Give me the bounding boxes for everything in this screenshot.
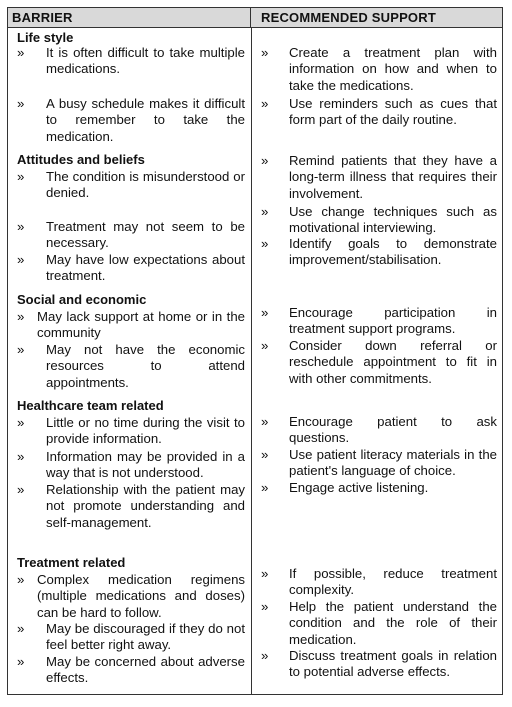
section-title: Treatment related	[17, 555, 126, 570]
support-item	[261, 414, 497, 447]
barrier-item	[17, 621, 245, 654]
section-title: Attitudes and beliefs	[17, 152, 145, 167]
bullet-marker: »	[261, 566, 269, 581]
barrier-item-text: A busy schedule makes it difficult to remember to take the medication.	[46, 96, 245, 144]
barrier-item	[17, 169, 245, 202]
bullet-marker: »	[261, 447, 269, 462]
barrier-item-text: Relationship with the patient may not promote understanding and self-management.	[46, 482, 245, 530]
support-item	[261, 96, 497, 129]
barrier-item-text: Little or no time during the visit to provide information.	[46, 415, 245, 447]
support-item-text: Encourage patient to ask questions.	[289, 414, 497, 446]
support-item-text: Use patient literacy materials in the patient's language of choice.	[289, 447, 497, 479]
barrier-item	[17, 572, 245, 621]
barrier-item-text: May lack support at home or in the community	[37, 309, 245, 341]
support-item-text: Encourage participation in treatment support programs.	[289, 305, 497, 337]
bullet-marker: »	[17, 342, 25, 357]
support-item-text: Identify goals to demonstrate improvement/stabilisation.	[289, 236, 497, 268]
bullet-marker: »	[17, 415, 25, 430]
barrier-item-text: May be discouraged if they do not feel better right away.	[46, 621, 245, 653]
bullet-marker: »	[261, 45, 269, 60]
barrier-item	[17, 654, 245, 687]
barrier-item	[17, 45, 245, 78]
barrier-item	[17, 342, 245, 391]
support-item-text: Engage active listening.	[289, 480, 429, 495]
support-item-text: Consider down referral or reschedule appointment to fit in with other commitments.	[289, 338, 497, 386]
bullet-marker: »	[17, 654, 25, 669]
barrier-item	[17, 219, 245, 252]
barrier-support-table	[7, 7, 503, 695]
barrier-header: BARRIER	[8, 8, 251, 28]
bullet-marker: »	[17, 252, 25, 267]
bullet-marker: »	[261, 96, 269, 111]
barrier-item-text: May have low expectations about treatment.	[46, 252, 245, 284]
bullet-marker: »	[261, 599, 269, 614]
recommended-support-header: RECOMMENDED SUPPORT	[251, 8, 502, 28]
bullet-marker: »	[17, 572, 25, 587]
support-item	[261, 566, 497, 599]
support-item-text: Help the patient understand the condition and the role of their medication.	[289, 599, 497, 647]
support-item	[261, 480, 497, 496]
bullet-marker: »	[17, 482, 25, 497]
support-item	[261, 305, 497, 338]
barrier-item-text: May not have the economic resources to attend appointments.	[46, 342, 245, 390]
bullet-marker: »	[261, 338, 269, 353]
support-item	[261, 648, 497, 681]
support-item-text: Discuss treatment goals in relation to potential adverse effects.	[289, 648, 497, 680]
bullet-marker: »	[261, 480, 269, 495]
bullet-marker: »	[17, 621, 25, 636]
barrier-item-text: Information may be provided in a way that is not understood.	[46, 449, 245, 481]
barrier-item	[17, 252, 245, 285]
support-item-text: Remind patients that they have a long-term illness that requires their involvement.	[289, 153, 497, 201]
support-item	[261, 204, 497, 237]
section-title: Life style	[17, 30, 74, 45]
section-title: Healthcare team related	[17, 398, 164, 413]
bullet-marker: »	[17, 169, 25, 184]
bullet-marker: »	[17, 309, 25, 324]
bullet-marker: »	[261, 204, 269, 219]
barrier-item-text: Complex medication regimens (multiple medications and doses) can be hard to follow.	[37, 572, 245, 620]
support-item-text: Use reminders such as cues that form part of the daily routine.	[289, 96, 497, 128]
support-item	[261, 447, 497, 480]
bullet-marker: »	[261, 153, 269, 168]
barrier-item	[17, 482, 245, 531]
support-item-text: If possible, reduce treatment complexity.	[289, 566, 497, 598]
support-item-text: Create a treatment plan with information on how and when to take the medications.	[289, 45, 497, 93]
barrier-item	[17, 415, 245, 448]
bullet-marker: »	[261, 648, 269, 663]
bullet-marker: »	[261, 414, 269, 429]
barrier-item	[17, 96, 245, 145]
barrier-item	[17, 449, 245, 482]
support-item	[261, 338, 497, 387]
bullet-marker: »	[261, 236, 269, 251]
support-item	[261, 45, 497, 94]
support-item	[261, 236, 497, 269]
bullet-marker: »	[17, 96, 25, 111]
bullet-marker: »	[17, 219, 25, 234]
bullet-marker: »	[17, 45, 25, 60]
barrier-item	[17, 309, 245, 342]
bullet-marker: »	[17, 449, 25, 464]
barrier-item-text: May be concerned about adverse effects.	[46, 654, 245, 686]
column-divider	[251, 28, 252, 694]
bullet-marker: »	[261, 305, 269, 320]
barrier-item-text: The condition is misunderstood or denied.	[46, 169, 245, 201]
support-item-text: Use change techniques such as motivational interviewing.	[289, 204, 497, 236]
support-item	[261, 153, 497, 202]
barrier-item-text: Treatment may not seem to be necessary.	[46, 219, 245, 251]
barrier-item-text: It is often difficult to take multiple medications.	[46, 45, 245, 77]
support-item	[261, 599, 497, 648]
section-title: Social and economic	[17, 292, 147, 307]
